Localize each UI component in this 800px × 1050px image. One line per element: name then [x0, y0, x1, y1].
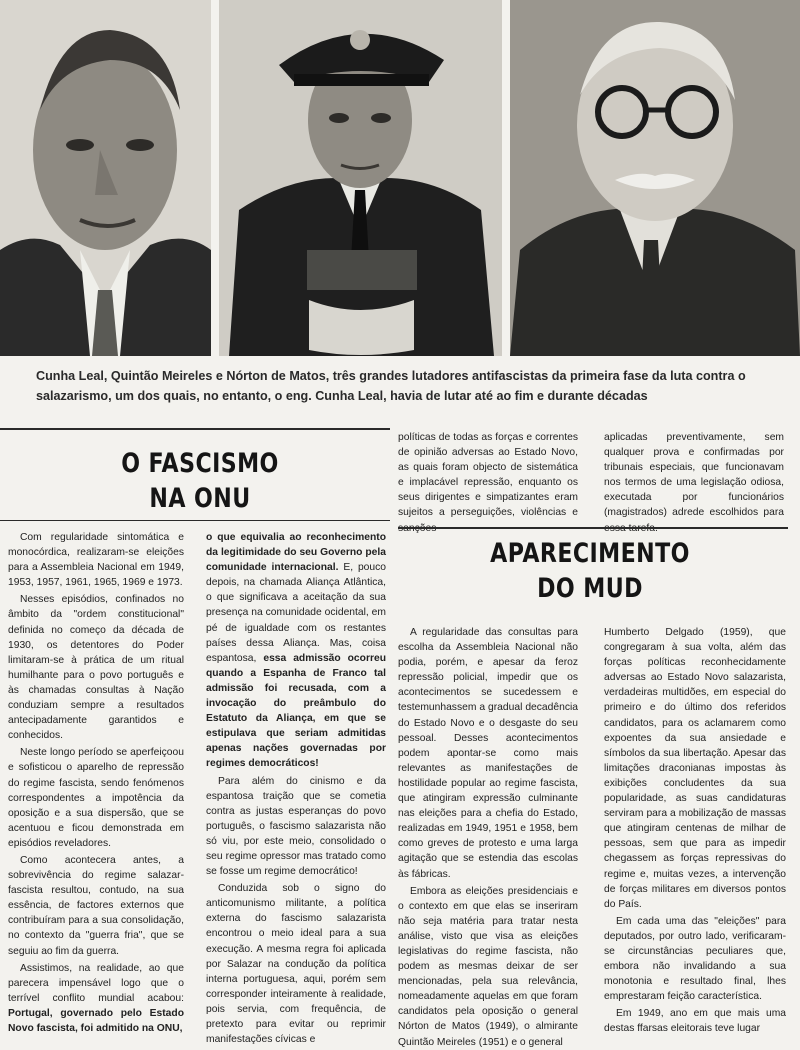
headline-aparecimento-do-mud: [442, 536, 737, 606]
headline-o-fascismo-na-onu: [52, 446, 347, 516]
paragraph: políticas de todas as forças e correntes de opinião adversas ao Estado Novo, as quais foram objecto de sistemática e implacável repressão, enquanto os seus dirigentes e simpatizantes eram sujeitos a perseguições, violências e: [398, 432, 578, 519]
article1-column-4: [604, 430, 784, 524]
article1-column-3: [398, 430, 578, 524]
paragraph: Embora as eleições presidenciais e o contexto em que elas se inseriram não seja matéria para tratar nesta análise, visto que visa as eleições legislativas do regime fascista, não podem as mesmas deixar de ser mencionadas, pela sua relevância, nomeadamente aquelas em que foram candidatos pela oposição o general Nórton de Matos (1949), o almirante Quintão Meireles (1951) e o general: [398, 885, 578, 1048]
photo-caption: Cunha Leal, Quintão Meireles e Nórton de Matos, três grandes lutadores antifascistas da primeira fase da luta contra o salazarismo, um dos quais, no entanto, o eng. Cunha Leal, havia de lutar até ao fim e durante décadas: [36, 369, 746, 403]
section-rule-fascismo: [0, 428, 390, 430]
portrait-photo-quintao-meireles: [219, 0, 502, 356]
paragraph: Para além do cinismo e da espantosa traição que se cometia contra as justas esperanças do povo português, o fascismo salazarista não só viu, por este meio, consolidado o seu regime opressor mas tratado como se fosse um regime democrático!: [206, 775, 386, 878]
headline-underline: [0, 520, 390, 521]
article2-column-1: [398, 625, 578, 1048]
paragraph: o que equivalia ao reconhecimento da legitimidade do seu Governo pela comunidade internacional. E, pouco depois, na chamada Aliança Atlântica, o que significava a aceitação da sua presença na comunidade ocidental, em pé de igualdade com os restantes países dessa Aliança. Mas, coisa espantosa, essa admissão ocorreu quando a Espanha de Franco tal admissão foi recusada, com a invocação do preâmbulo do Estatuto da Aliança, em que se estipulava que seriam admitidas apenas nações governadas por regimes democráticos!: [206, 532, 386, 770]
paragraph: Conduzida sob o signo do anticomunismo militante, a política externa do fascismo salazarista encontrou o meio ideal para a sua execução. A mesma regra foi aplicada por Salazar na condução da política interna portuguesa, aqui, porém sem corresponder inteiramente à realidade, pois servia, com frequência, de pretexto para evitar ou reprimir manifestações cívicas e: [206, 883, 386, 1046]
paragraph: aplicadas preventivamente, sem qualquer prova e confirmadas por tribunais especiais, que funcionavam nos termos de uma legislação odiosa, executada por funcionários (magistrados) adrede escolhidos para: [604, 432, 784, 519]
paragraph: A regularidade das consultas para escolha da Assembleia Nacional não podia, porém, e apesar da feroz repressão policial, impedir que os acontecimentos se sucedessem e testemunhassem a gradual decadência do Estado Novo e o desgaste do seu pessoal. Desses acontecimentos podem apontar-se como mais relevantes as manifestações de hostilidade popular ao regime fascista, que atingiram expressão culminante nas eleições para a chefia do Estado, realizadas em 1949, 1951 e 1958, bem como greves de protesto e uma larga agitação que se estendia das escolas às fábricas.: [398, 627, 578, 880]
paragraph: Assistimos, na realidade, ao que parecera impensável logo que o terrível conflito mundial acabou: Portugal, governado pelo Estado Novo fascista, foi admitido na ONU,: [8, 962, 184, 1034]
headline-line-1: O FASCISMO: [121, 448, 279, 479]
article2-column-2: [604, 625, 786, 1035]
section-rule-mud: [398, 527, 788, 529]
portrait-photo-cunha-leal: [0, 0, 211, 356]
paragraph: Em 1949, ano em que mais uma destas ffarsas eleitorais teve lugar: [604, 1008, 786, 1035]
paragraph: Como acontecera antes, a sobrevivência do regime salazar-fascista resultou, contudo, na sua essência, de factores externos que contribuíram para a sua consolidação, no contexto da "guerra fria", que se seguiu ao fim da guerra.: [8, 854, 184, 957]
paragraph: Com regularidade sintomática e monocórdica, realizaram-se eleições para a Assembleia Nacional em 1949, 1953, 1957, 1961, 1965, 1969 e 1973.: [8, 532, 184, 589]
headline-line-2: NA ONU: [149, 483, 251, 514]
portrait-photo-norton-de-matos: [510, 0, 800, 356]
article1-column-1: [8, 530, 184, 1034]
headline-line-2: DO MUD: [537, 573, 643, 604]
paragraph: Humberto Delgado (1959), que congregaram à sua volta, além das forças políticas reconhecidamente adversas ao Estado Novo salazarista, verdadeiras multidões, em especial do primeiro e do último dos referidos candidatos, para os aclamarem como expoentes da sua ansiedade e símbolos da sua libertação. Apesar das limitações draconianas impostas às exibições concludentes da sua popularidade, as suas candidaturas serviram para a mobilização de massas que atingiram centenas de milhar de pessoas, sem que para as impedir chegassem as forças repressivas do regime e, muitas vezes, a intervenção de forças militares em diversos pontos do País.: [604, 627, 786, 910]
article1-column-2: [206, 530, 386, 1046]
paragraph: Em cada uma das "eleições" para deputados, por outro lado, verificaram-se circunstâncias peculiares que, embora não invalidando a sua monotonia e resultado final, lhes emprestaram feição característica.: [604, 915, 786, 1003]
headline-line-1: APARECIMENTO: [490, 538, 690, 569]
paragraph: Neste longo período se aperfeiçoou e sofisticou o aparelho de repressão do regime fascista, sendo fenómenos correspondentes a impotência da oposição e a sua dispersão, que se acentuou e ficou demonstrada em episódios reveladores.: [8, 747, 184, 849]
paragraph: Nesses episódios, confinados no âmbito da "ordem constitucional" definida no começo da década de 1930, os detentores do Poder limitaram-se à prática de um ritual humilhante para o povo português e às chamadas consultas à Nação conduziam sempre a resultados antecipadamente garantidos e conhecidos.: [8, 594, 184, 742]
